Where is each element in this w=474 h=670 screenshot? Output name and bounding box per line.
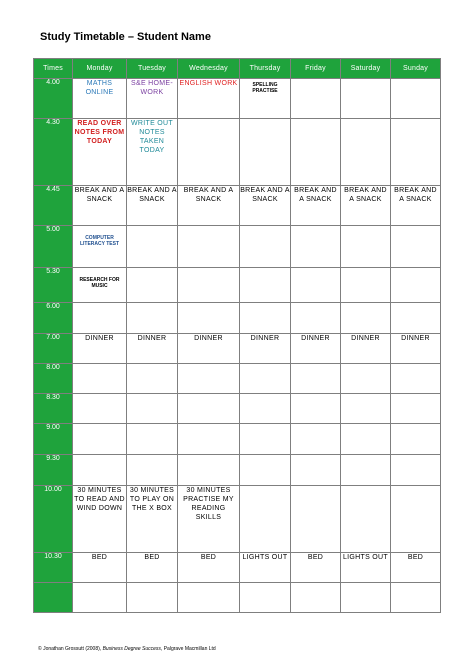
table-row [34,268,441,303]
timetable-cell [73,455,127,486]
table-row [34,226,441,268]
timetable-cell [391,79,441,119]
timetable-cell [240,394,291,424]
time-cell: 8.00 [34,364,73,394]
timetable-cell: READ OVER NOTES FROM TODAY [73,119,127,186]
timetable-cell: DINNER [341,334,391,364]
timetable-cell [178,268,240,303]
timetable-cell [73,424,127,455]
timetable-cell: DINNER [240,334,291,364]
timetable-cell [240,455,291,486]
timetable-cell [291,486,341,553]
timetable-cell [291,364,341,394]
timetable-cell [341,226,391,268]
header-times: Times [34,59,73,79]
header-thursday: Thursday [240,59,291,79]
timetable-cell [127,455,178,486]
timetable-cell [127,364,178,394]
footer-prefix: © Jonathan Grossutt (2008), [38,646,103,652]
time-cell: 5.30 [34,268,73,303]
timetable-cell [240,268,291,303]
timetable-cell [178,303,240,334]
timetable-cell [391,583,441,613]
timetable-cell: 30 MINUTES TO READ AND WIND DOWN [73,486,127,553]
header-sunday: Sunday [391,59,441,79]
timetable-cell [291,79,341,119]
timetable-cell [73,394,127,424]
timetable-cell [391,119,441,186]
timetable-cell [391,424,441,455]
timetable-cell [178,583,240,613]
timetable-cell [178,394,240,424]
timetable-cell: BED [127,553,178,583]
header-tuesday: Tuesday [127,59,178,79]
page-title: Study Timetable – Student Name [40,31,211,43]
timetable-cell: ENGLISH WORK [178,79,240,119]
timetable-cell [391,268,441,303]
table-row [34,486,441,553]
timetable-cell [127,226,178,268]
timetable-cell [341,424,391,455]
timetable-cell [240,226,291,268]
timetable-cell [391,226,441,268]
timetable-cell [291,394,341,424]
timetable-cell [391,364,441,394]
timetable-cell [240,424,291,455]
timetable-cell [391,394,441,424]
table-row [34,583,441,613]
time-cell: 7.00 [34,334,73,364]
timetable-cell: 30 MINUTES TO PLAY ON THE X BOX [127,486,178,553]
timetable-cell [240,364,291,394]
time-cell: 10.30 [34,553,73,583]
timetable-cell: LIGHTS OUT [240,553,291,583]
timetable-cell [240,486,291,553]
table-row [34,394,441,424]
timetable-cell: MATHS ONLINE [73,79,127,119]
timetable-cell: BED [178,553,240,583]
timetable-cell: DINNER [178,334,240,364]
timetable-cell: BREAK AND A SNACK [291,186,341,226]
timetable-cell: BREAK AND A SNACK [127,186,178,226]
header-row [34,59,441,79]
timetable-cell [127,583,178,613]
timetable-cell [178,424,240,455]
time-cell: 4.30 [34,119,73,186]
timetable-cell: WRITE OUT NOTES TAKEN TODAY [127,119,178,186]
timetable-cell [178,226,240,268]
timetable-cell: DINNER [73,334,127,364]
timetable-cell [127,394,178,424]
timetable-cell [291,268,341,303]
timetable-cell: BREAK AND A SNACK [391,186,441,226]
timetable-cell [391,455,441,486]
timetable-cell [73,364,127,394]
timetable-cell [341,583,391,613]
table-row [34,334,441,364]
timetable-cell [341,303,391,334]
time-cell: 10.00 [34,486,73,553]
table-row [34,186,441,226]
timetable-cell: BREAK AND A SNACK [73,186,127,226]
timetable-cell: BED [291,553,341,583]
timetable-cell [291,303,341,334]
timetable-cell [73,303,127,334]
timetable-cell [291,424,341,455]
timetable-cell [291,119,341,186]
timetable-cell: LIGHTS OUT [341,553,391,583]
timetable-cell: DINNER [291,334,341,364]
timetable-cell [291,583,341,613]
table-row [34,455,441,486]
timetable-cell [291,455,341,486]
timetable-cell [240,583,291,613]
header-monday: Monday [73,59,127,79]
timetable-cell [178,455,240,486]
timetable-cell [341,119,391,186]
footer-book-title: Business Degree Success [102,646,161,652]
timetable-cell [240,303,291,334]
table-row [34,79,441,119]
table-row [34,424,441,455]
time-cell: 9.30 [34,455,73,486]
timetable-cell: BREAK AND A SNACK [240,186,291,226]
time-cell: 6.00 [34,303,73,334]
time-cell [34,583,73,613]
timetable-cell: S&E HOME-WORK [127,79,178,119]
timetable [33,58,441,613]
timetable-cell: BREAK AND A SNACK [178,186,240,226]
timetable-cell [341,79,391,119]
timetable-cell [341,394,391,424]
timetable-cell: SPELLING PRACTISE [240,79,291,119]
timetable-cell [178,364,240,394]
timetable-cell: COMPUTER LITERACY TEST [73,226,127,268]
timetable-cell [127,268,178,303]
footer-suffix: , Palgrave Macmillan Ltd [160,646,216,652]
time-cell: 9.00 [34,424,73,455]
table-row [34,303,441,334]
header-friday: Friday [291,59,341,79]
timetable-cell [73,583,127,613]
timetable-cell: BREAK AND A SNACK [341,186,391,226]
time-cell: 5.00 [34,226,73,268]
timetable-cell: 30 MINUTES PRACTISE MY READING SKILLS [178,486,240,553]
timetable-cell [127,424,178,455]
timetable-cell: DINNER [127,334,178,364]
timetable-cell [391,486,441,553]
timetable-cell: DINNER [391,334,441,364]
table-row [34,553,441,583]
timetable-cell [178,119,240,186]
timetable-cell: RESEARCH FOR MUSIC [73,268,127,303]
timetable-cell [341,268,391,303]
header-wednesday: Wednesday [178,59,240,79]
timetable-cell [341,455,391,486]
time-cell: 4.45 [34,186,73,226]
timetable-cell [291,226,341,268]
timetable-cell [391,303,441,334]
table-row [34,119,441,186]
copyright-footer [38,646,216,652]
timetable-cell: BED [73,553,127,583]
timetable-cell [341,486,391,553]
timetable-cell [127,303,178,334]
timetable-cell: BED [391,553,441,583]
time-cell: 8.30 [34,394,73,424]
timetable-cell [341,364,391,394]
header-saturday: Saturday [341,59,391,79]
table-row [34,364,441,394]
time-cell: 4.00 [34,79,73,119]
timetable-cell [240,119,291,186]
